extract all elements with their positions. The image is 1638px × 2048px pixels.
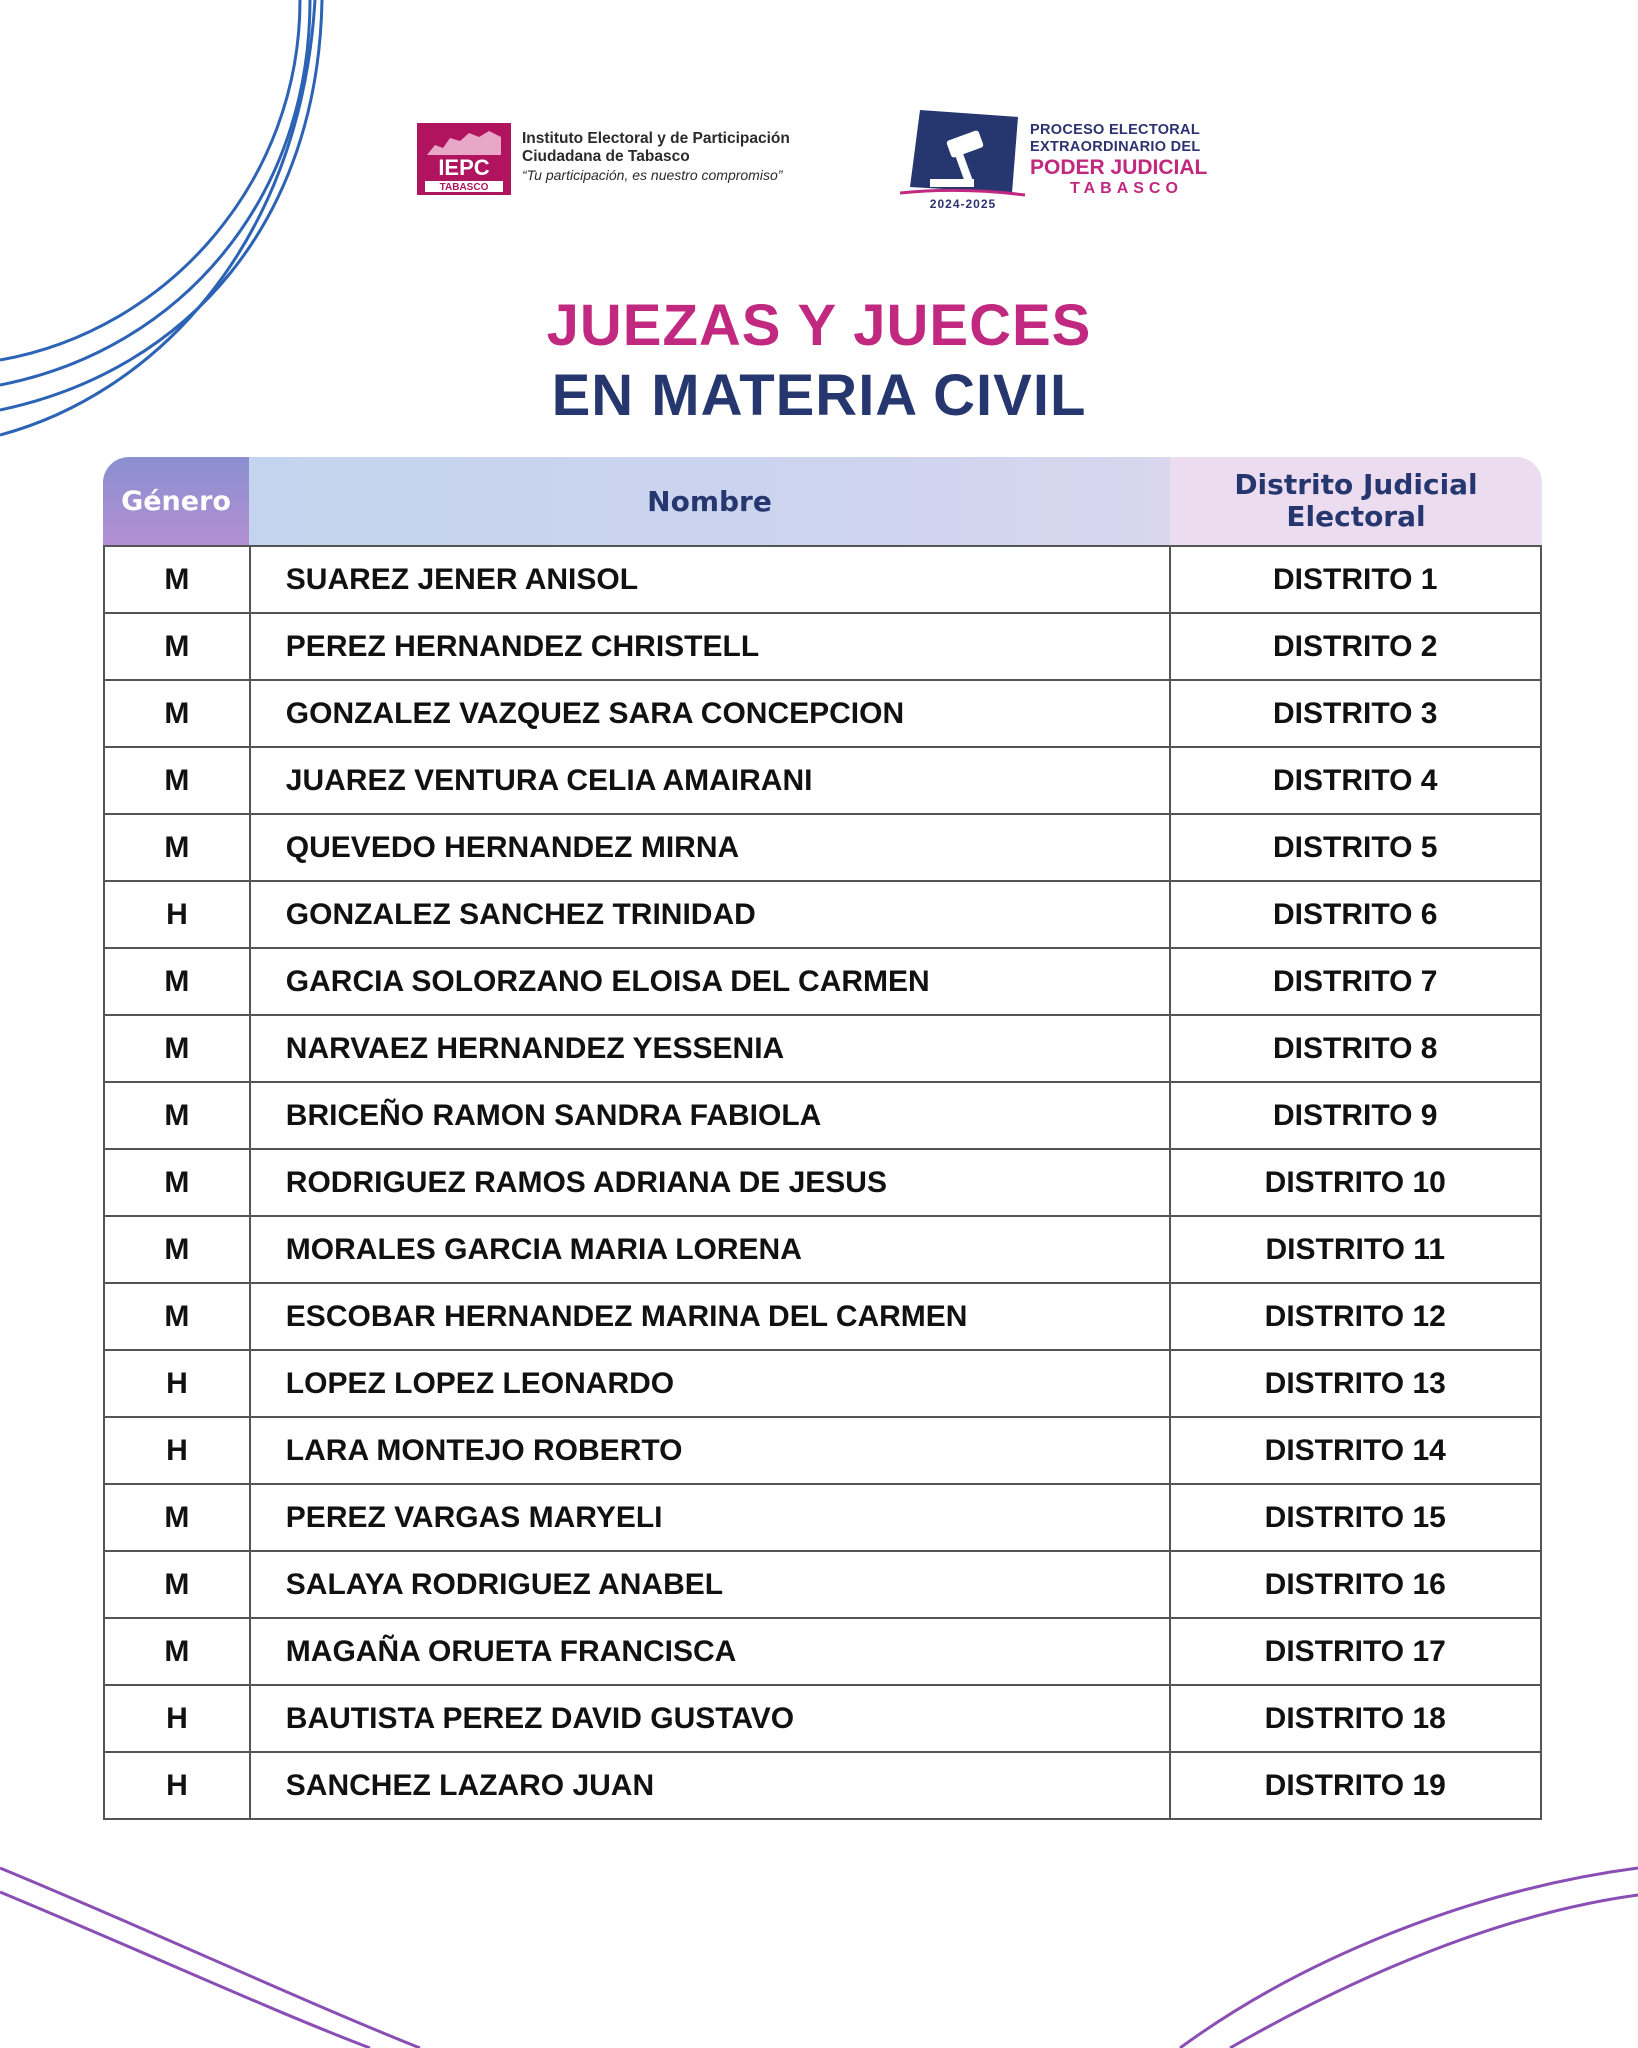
cell-distrito: DISTRITO 10 [1264, 1165, 1446, 1199]
cell-nombre: GONZALEZ SANCHEZ TRINIDAD [285, 897, 756, 931]
cell-distrito: DISTRITO 13 [1264, 1366, 1446, 1400]
cell-genero: M [105, 1083, 251, 1148]
cell-nombre: SALAYA RODRIGUEZ ANABEL [285, 1567, 724, 1601]
table-row [105, 545, 1540, 612]
cell-nombre: JUAREZ VENTURA CELIA AMAIRANI [285, 763, 813, 797]
cell-nombre: PEREZ HERNANDEZ CHRISTELL [285, 629, 760, 663]
cell-nombre-wrap [251, 815, 1171, 880]
table-row [105, 1617, 1540, 1684]
iepc-logo-text: IEPC [438, 155, 490, 180]
table-row [105, 679, 1540, 746]
cell-genero: M [105, 949, 251, 1014]
cell-nombre-wrap [251, 1284, 1171, 1349]
table-row [105, 612, 1540, 679]
iepc-line1: Instituto Electoral y de Participación [522, 130, 790, 147]
cell-nombre: SUAREZ JENER ANISOL [285, 562, 639, 596]
cell-distrito: DISTRITO 3 [1273, 696, 1438, 730]
cell-distrito: DISTRITO 8 [1273, 1031, 1438, 1065]
cell-genero: M [105, 1485, 251, 1550]
cell-nombre-wrap [251, 1217, 1171, 1282]
cell-nombre-wrap [251, 547, 1171, 612]
cell-distrito: DISTRITO 4 [1273, 763, 1438, 797]
cell-nombre-wrap [251, 1619, 1171, 1684]
cell-nombre: GARCIA SOLORZANO ELOISA DEL CARMEN [285, 964, 930, 998]
iepc-tagline: “Tu participación, es nuestro compromiso” [522, 167, 783, 183]
iepc-logo-subtext: TABASCO [439, 182, 489, 193]
cell-distrito: DISTRITO 12 [1264, 1299, 1446, 1333]
pej-line3: PODER JUDICIAL [1030, 156, 1208, 179]
table-row [105, 813, 1540, 880]
judges-table [103, 457, 1542, 1820]
cell-genero: M [105, 681, 251, 746]
pej-line1: PROCESO ELECTORAL [1030, 122, 1200, 138]
table-row [105, 1349, 1540, 1416]
cell-genero: H [105, 1351, 251, 1416]
cell-distrito: DISTRITO 15 [1264, 1500, 1446, 1534]
iepc-institution-text [522, 130, 822, 184]
table-row [105, 1550, 1540, 1617]
cell-nombre-wrap [251, 681, 1171, 746]
cell-distrito: DISTRITO 18 [1264, 1701, 1446, 1735]
cell-nombre: MORALES GARCIA MARIA LORENA [285, 1232, 802, 1266]
header-distrito-line2: Electoral [1286, 500, 1426, 533]
cell-distrito: DISTRITO 2 [1273, 629, 1438, 663]
cell-nombre-wrap [251, 614, 1171, 679]
table-row [105, 1014, 1540, 1081]
cell-genero: M [105, 1552, 251, 1617]
poder-judicial-text [1030, 122, 1270, 198]
cell-nombre: RODRIGUEZ RAMOS ADRIANA DE JESUS [285, 1165, 887, 1199]
table-row [105, 1684, 1540, 1751]
header-distrito [1170, 457, 1542, 545]
cell-nombre-wrap [251, 748, 1171, 813]
cell-distrito: DISTRITO 17 [1264, 1634, 1446, 1668]
table-row [105, 1282, 1540, 1349]
table-row [105, 1148, 1540, 1215]
cell-nombre: BRICEÑO RAMON SANDRA FABIOLA [285, 1098, 822, 1132]
cell-nombre: LOPEZ LOPEZ LEONARDO [285, 1366, 675, 1400]
cell-nombre: PEREZ VARGAS MARYELI [285, 1500, 663, 1534]
iepc-line2: Ciudadana de Tabasco [522, 148, 690, 165]
bottom-purple-arcs [0, 1868, 1638, 2048]
cell-distrito: DISTRITO 5 [1273, 830, 1438, 864]
table-row [105, 880, 1540, 947]
cell-nombre-wrap [251, 1016, 1171, 1081]
cell-genero: M [105, 1150, 251, 1215]
pej-line2: EXTRAORDINARIO DEL [1030, 139, 1201, 155]
cell-genero: M [105, 547, 251, 612]
cell-distrito: DISTRITO 14 [1264, 1433, 1446, 1467]
cell-nombre-wrap [251, 1150, 1171, 1215]
cell-distrito: DISTRITO 9 [1273, 1098, 1438, 1132]
cell-distrito: DISTRITO 19 [1264, 1768, 1446, 1802]
cell-genero: M [105, 748, 251, 813]
cell-nombre-wrap [251, 1418, 1171, 1483]
cell-nombre: QUEVEDO HERNANDEZ MIRNA [285, 830, 740, 864]
cell-nombre: GONZALEZ VAZQUEZ SARA CONCEPCION [285, 696, 905, 730]
cell-nombre-wrap [251, 1083, 1171, 1148]
cell-distrito: DISTRITO 11 [1265, 1232, 1446, 1266]
cell-genero: M [105, 1217, 251, 1282]
cell-nombre-wrap [251, 1686, 1171, 1751]
cell-distrito: DISTRITO 1 [1273, 562, 1438, 596]
cell-genero: M [105, 1619, 251, 1684]
cell-nombre: ESCOBAR HERNANDEZ MARINA DEL CARMEN [285, 1299, 968, 1333]
cell-genero: H [105, 1686, 251, 1751]
pej-line4: TABASCO [1070, 180, 1183, 197]
cell-nombre-wrap [251, 949, 1171, 1014]
cell-genero: H [105, 1418, 251, 1483]
cell-nombre: SANCHEZ LAZARO JUAN [285, 1768, 655, 1802]
table-row [105, 947, 1540, 1014]
cell-genero: M [105, 1284, 251, 1349]
page-title-line2: EN MATERIA CIVIL [551, 363, 1087, 428]
table-body [103, 545, 1542, 1820]
cell-genero: M [105, 614, 251, 679]
cell-genero: M [105, 1016, 251, 1081]
cell-genero: H [105, 882, 251, 947]
table-row [105, 1416, 1540, 1483]
table-row [105, 1751, 1540, 1818]
table-row [105, 1215, 1540, 1282]
cell-genero: M [105, 815, 251, 880]
cell-nombre: LARA MONTEJO ROBERTO [285, 1433, 683, 1467]
cell-distrito: DISTRITO 7 [1273, 964, 1438, 998]
cell-nombre-wrap [251, 1485, 1171, 1550]
cell-nombre: NARVAEZ HERNANDEZ YESSENIA [285, 1031, 785, 1065]
cell-genero: H [105, 1753, 251, 1818]
cell-distrito: DISTRITO 16 [1264, 1567, 1446, 1601]
table-header [103, 457, 1542, 545]
cell-nombre: MAGAÑA ORUETA FRANCISCA [285, 1634, 737, 1668]
header-genero: Género [103, 457, 249, 545]
table-row [105, 746, 1540, 813]
table-row [105, 1081, 1540, 1148]
header-nombre: Nombre [647, 484, 772, 518]
iepc-logo [417, 123, 511, 195]
cell-nombre: BAUTISTA PEREZ DAVID GUSTAVO [285, 1701, 795, 1735]
header-distrito-line1: Distrito Judicial [1234, 468, 1478, 501]
page-title-line1: JUEZAS Y JUECES [546, 293, 1092, 358]
cell-nombre-wrap [251, 1552, 1171, 1617]
process-years: 2024-2025 [929, 197, 997, 211]
cell-nombre-wrap [251, 882, 1171, 947]
cell-distrito: DISTRITO 6 [1273, 897, 1438, 931]
cell-nombre-wrap [251, 1753, 1171, 1818]
table-row [105, 1483, 1540, 1550]
cell-nombre-wrap [251, 1351, 1171, 1416]
